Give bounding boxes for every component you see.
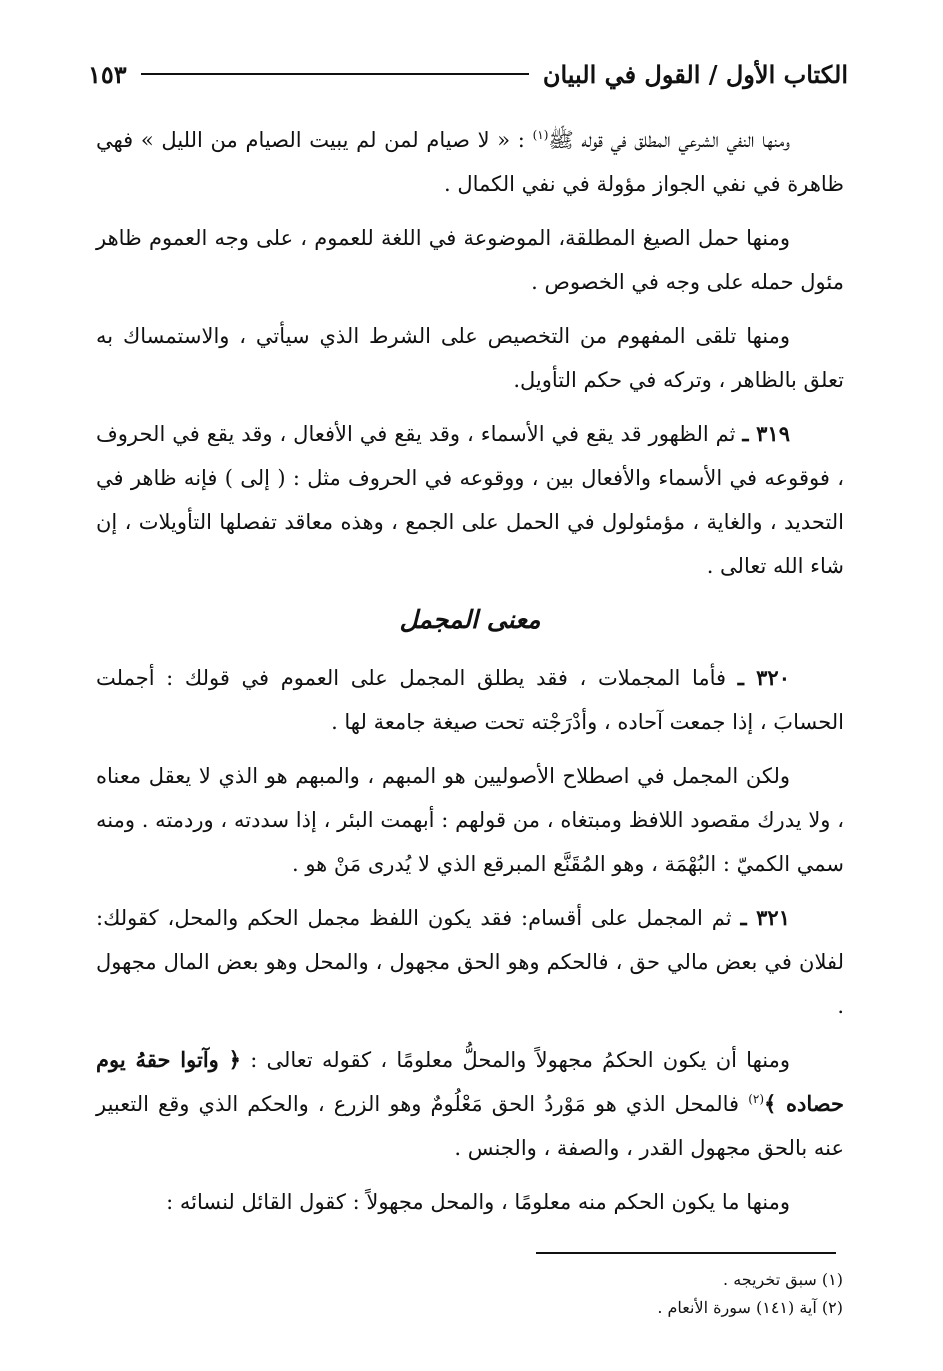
- footnote-2: (٢) آية (١٤١) سورة الأنعام .: [657, 1298, 843, 1317]
- paragraph-number-321: ٣٢١ ـ: [740, 905, 790, 930]
- paragraph-number-320: ٣٢٠ ـ: [737, 665, 790, 690]
- footnote-ref-1: (١): [532, 128, 549, 142]
- paragraph-1-text-a: ومنها النفي الشرعي المطلق في قوله ﷺ: [548, 128, 790, 152]
- running-header: [88, 52, 848, 96]
- section-heading: معنى المجمل: [399, 605, 541, 634]
- header-title: الكتاب الأول / القول في البيان: [542, 59, 848, 89]
- page-number: ١٥٣: [88, 59, 127, 89]
- footnote-rule: [536, 1252, 836, 1254]
- paragraph-6: ولكن المجمل في اصطلاح الأصوليين هو المبهم ، والمبهم هو الذي لا يعقل معناه ، ولا يدرك مقصود اللافظ ومبتغاه ، من قولهم : أبهمت البئر ، إذا سددته ، وردمته . ومنه سمي الكميّ : البُهْمَة ، وهو المُقَنَّع المبرقع الذي لا يُدرى مَنْ هو .: [96, 764, 844, 876]
- paragraph-320: [96, 656, 844, 744]
- paragraph-319-text: ثم الظهور قد يقع في الأسماء ، وقد يقع في الأفعال ، وقد يقع في الحروف ، فوقوعه في الأسماء والأفعال بين ، ووقوعه في الحروف مثل : ( إلى ) فإنه ظاهر في التحديد ، والغاية ، مؤمئولول في الحمل على الجمع ، وهذه معاقد تفصلها التأويلات ، إن شاء الله تعالى .: [96, 422, 844, 578]
- paragraph-321-text: ثم المجمل على أقسام: فقد يكون اللفظ مجمل الحكم والمحل، كقولك: لفلان في بعض مالي حق ، فالحكم وهو الحق مجهول ، والمحل وهو بعض المال مجهول .: [96, 906, 844, 1018]
- footnotes: [243, 1266, 843, 1322]
- paragraph-8-text-a: ومنها أن يكون الحكمُ مجهولاً والمحلُّ معلومًا ، كقوله تعالى :: [240, 1048, 790, 1072]
- quran-quote: ﴿ وآتوا حقهُ يوم حصاده ﴾: [96, 1047, 844, 1116]
- footnote-ref-2: (٢): [748, 1092, 765, 1106]
- page-body: [96, 118, 844, 1234]
- paragraph-1: [96, 118, 844, 206]
- paragraph-8-text-b: فالمحل الذي هو مَوْردُ الحق مَعْلُومٌ وهو الزرع ، والحكم الذي وقع التعبير عنه بالحق مجهول القدر ، والصفة ، والجنس .: [96, 1092, 844, 1160]
- paragraph-8: [96, 1038, 844, 1170]
- paragraph-9: ومنها ما يكون الحكم منه معلومًا ، والمحل مجهولاً : كقول القائل لنسائه :: [166, 1190, 790, 1214]
- header-rule: [141, 73, 529, 75]
- footnote-1: (١) سبق تخريجه .: [723, 1270, 843, 1289]
- paragraph-3: ومنها تلقى المفهوم من التخصيص على الشرط الذي سيأتي ، والاستمساك به تعلق بالظاهر ، وتركه في حكم التأويل.: [96, 324, 844, 392]
- paragraph-320-text: فأما المجملات ، فقد يطلق المجمل على العموم في قولك : أجملت الحسابَ ، إذا جمعت آحاده ، وأدْرَجْته تحت صيغة جامعة لها .: [96, 666, 844, 734]
- paragraph-319: [96, 412, 844, 588]
- paragraph-321: [96, 896, 844, 1028]
- paragraph-1-text-b: : « لا صيام لمن لم يبيت الصيام من الليل » فهي ظاهرة في نفي الجواز مؤولة في نفي الكمال .: [96, 128, 844, 196]
- paragraph-2: ومنها حمل الصيغ المطلقة، الموضوعة في اللغة للعموم ، على وجه العموم ظاهر مئول حمله على وجه في الخصوص .: [96, 226, 844, 294]
- paragraph-number-319: ٣١٩ ـ: [742, 421, 790, 446]
